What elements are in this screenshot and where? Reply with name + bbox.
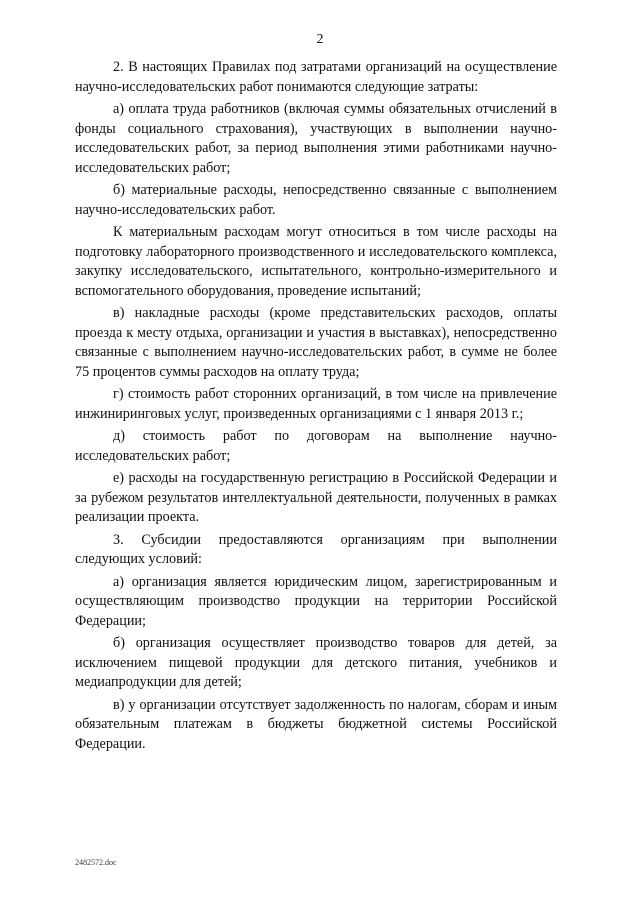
paragraph-material-costs: К материальным расходам могут относиться в том числе расходы на подготовку лабораторного производственного и исследовательского комплекса, закупку исследовательского, испытательного, контрольно-измерительного и вспомогательного оборудования, проведение испытаний; [75,224,557,299]
paragraph-2b: б) материальные расходы, непосредственно связанные с выполнением научно-исследовательских работ. [75,182,557,218]
paragraph-2g: г) стоимость работ сторонних организаций, в том числе на привлечение инжиниринговых услуг, произведенных организациями с 1 января 2013 г.; [75,386,557,422]
paragraph-3b: б) организация осуществляет производство товаров для детей, за исключением пищевой продукции для детского питания, учебников и медиапродукции для детей; [75,635,557,690]
paragraph-3a: а) организация является юридическим лицом, зарегистрированным и осуществляющим производство продукции на территории Российской Федерации; [75,573,557,629]
paragraph-2e: е) расходы на государственную регистрацию в Российской Федерации и за рубежом результатов интеллектуальной деятельности, полученных в рамках реализации проекта. [75,470,557,525]
page-number: 2 [316,32,324,47]
paragraph-2a: а) оплата труда работников (включая суммы обязательных отчислений в фонды социального страхования), участвующих в выполнении научно-исследовательских работ, за период выполнения этими работниками научно-исследовательских работ; [75,101,557,176]
paragraph-3: 3. Субсидии предоставляются организациям при выполнении следующих условий: [75,531,557,567]
paragraph-2v: в) накладные расходы (кроме представительских расходов, оплаты проезда к месту отдыха, организации и участия в выставках), непосредственно связанные с выполнением научно-исследовательских работ, в сумме не более 75 процентов суммы расходов на оплату труда; [75,305,557,380]
document-body [75,58,557,757]
footer-filename: 2482572.doc [75,858,117,867]
paragraph-2d: д) стоимость работ по договорам на выполнение научно-исследовательских работ; [75,428,557,464]
paragraph-2: 2. В настоящих Правилах под затратами организаций на осуществление научно-исследовательских работ понимаются следующие затраты: [75,59,557,95]
paragraph-3v: в) у организации отсутствует задолженность по налогам, сборам и иным обязательным платежам в бюджеты бюджетной системы Российской Федерации. [75,696,557,752]
